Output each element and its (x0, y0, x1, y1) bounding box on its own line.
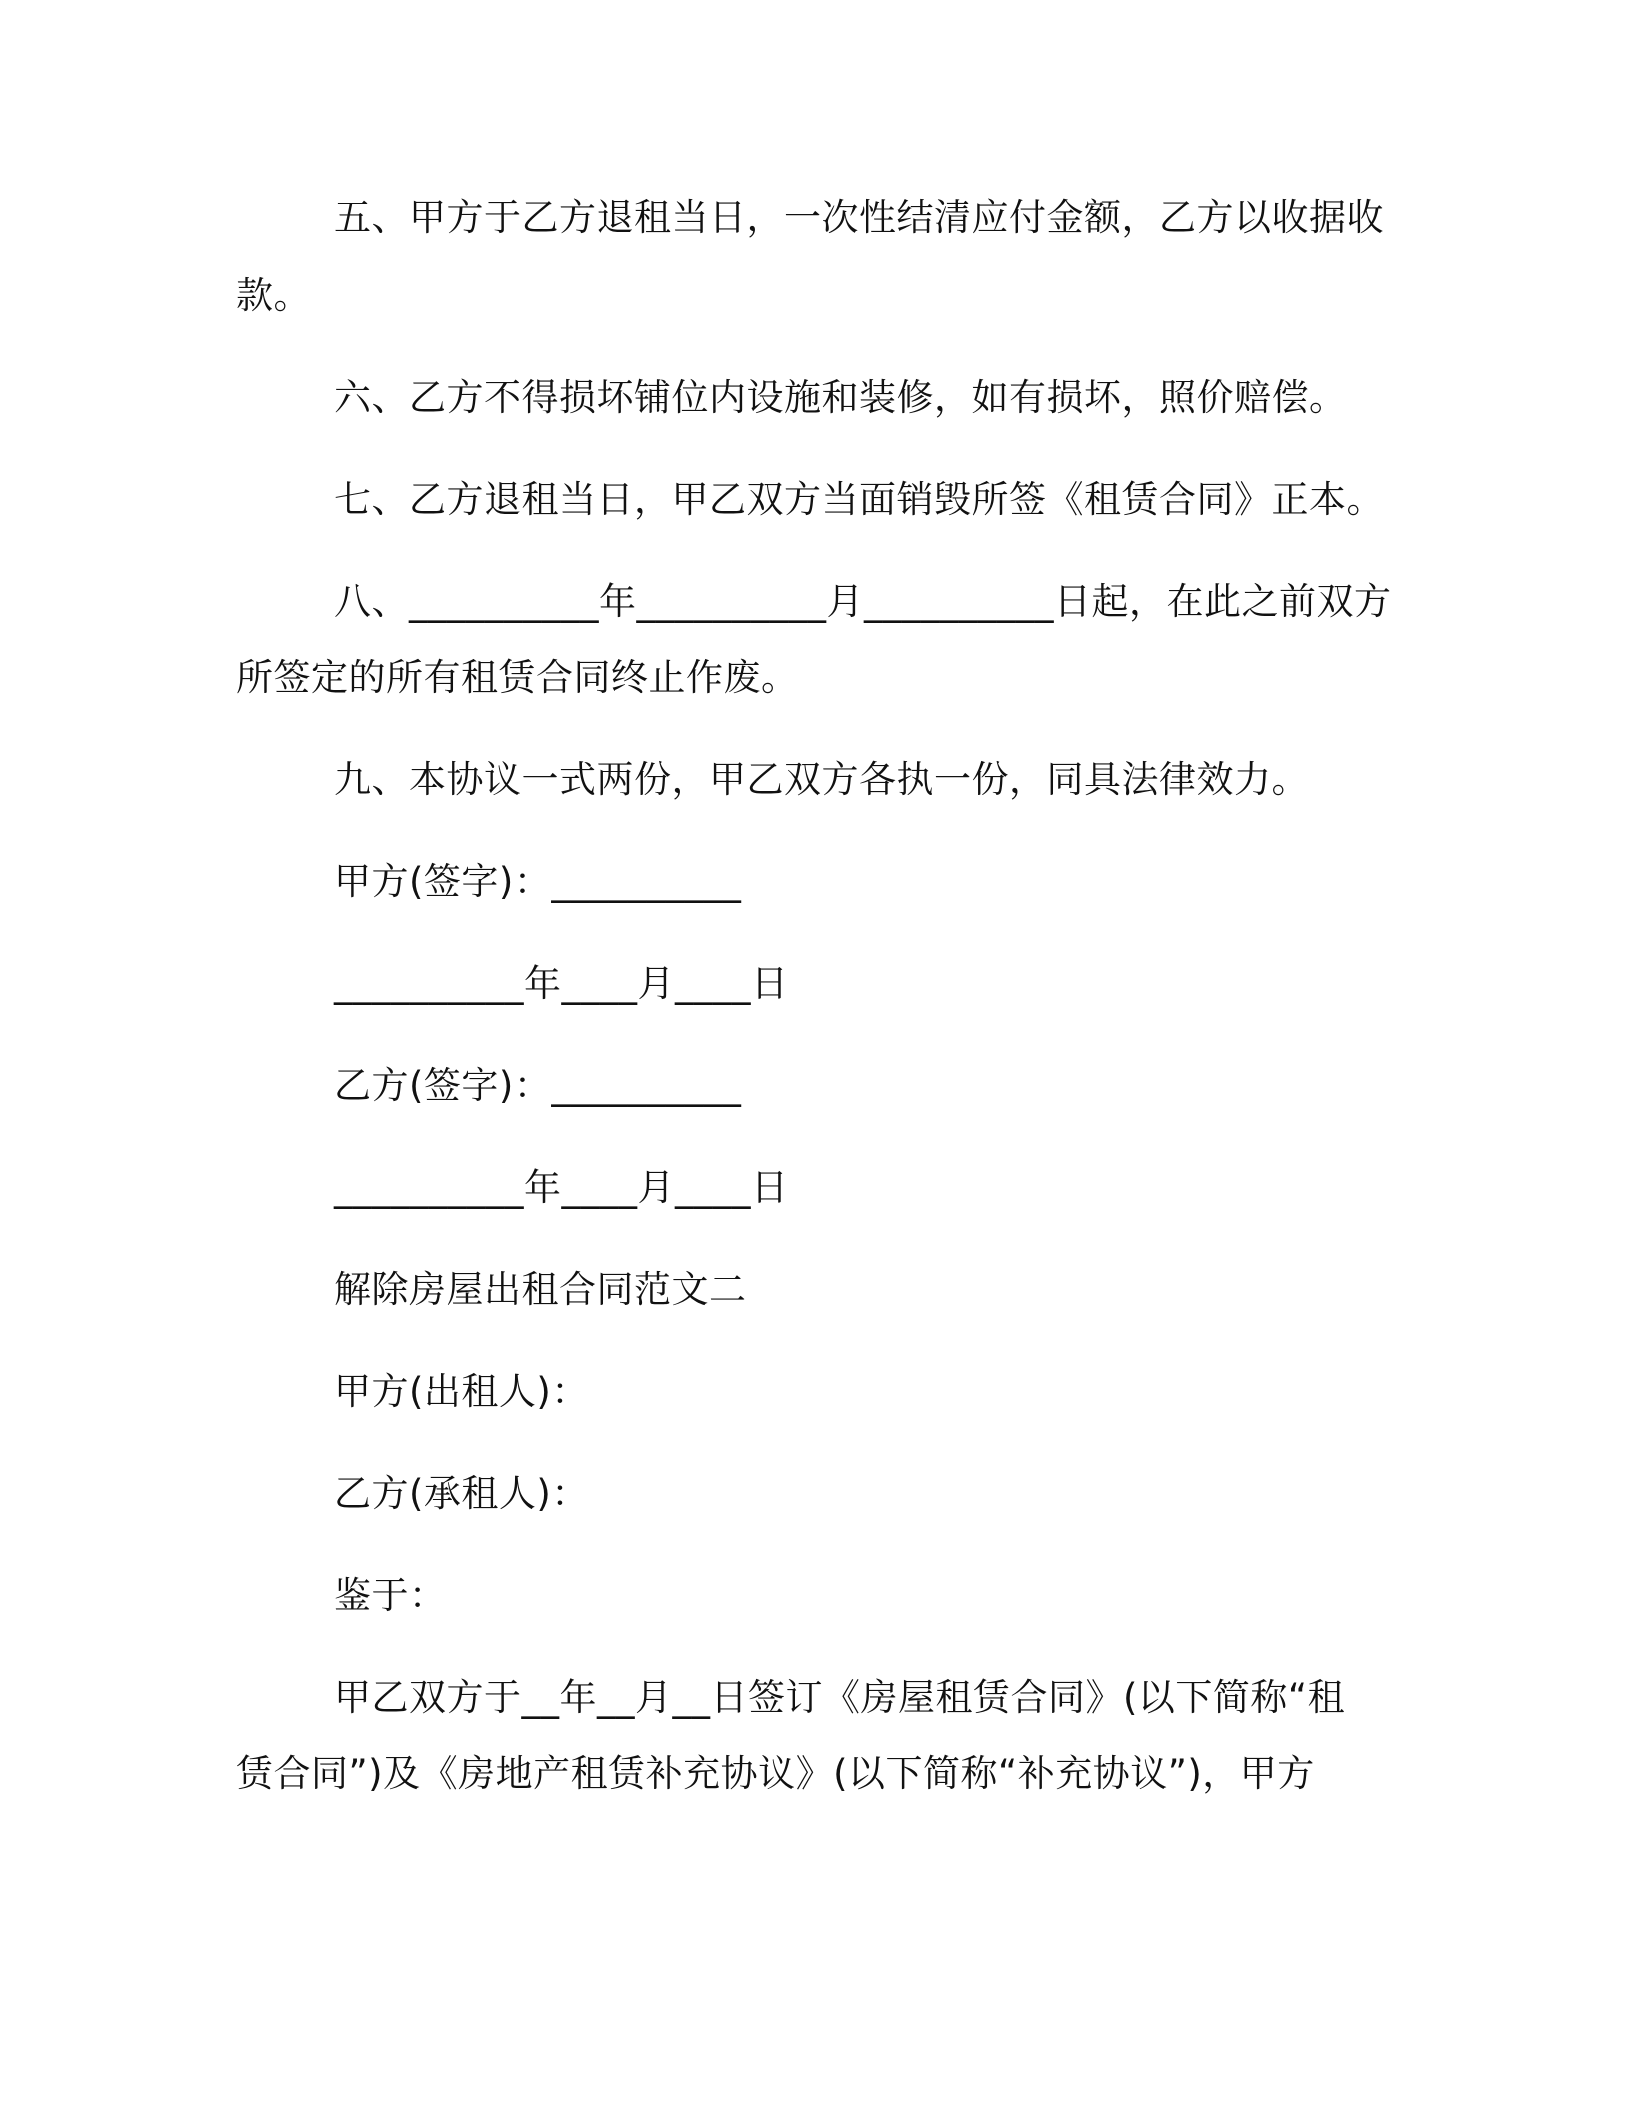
recital-line-2: 赁合同”)及《房地产租赁补充协议》(以下简称“补充协议”)，甲方 (236, 1752, 1315, 1795)
clause-5-line-2: 款。 (236, 274, 311, 317)
section-title: 解除房屋出租合同范文二 (334, 1268, 747, 1311)
party-a-signature: 甲方(签字)：__________ (334, 860, 742, 903)
clause-8-line-1: 八、__________年__________月__________日起，在此之前双方 (334, 580, 1392, 623)
clause-6: 六、乙方不得损坏铺位内设施和装修，如有损坏，照价赔偿。 (334, 376, 1347, 419)
clause-5-line-1: 五、甲方于乙方退租当日，一次性结清应付金额，乙方以收据收 (334, 196, 1384, 239)
lessor-label: 甲方(出租人)： (334, 1370, 589, 1413)
recital-line-1: 甲乙双方于__年__月__日签订《房屋租赁合同》(以下简称“租 (334, 1676, 1346, 1719)
party-b-signature: 乙方(签字)：__________ (334, 1064, 742, 1107)
lessee-label: 乙方(承租人)： (334, 1472, 589, 1515)
clause-8-line-2: 所签定的所有租赁合同终止作废。 (236, 656, 799, 699)
party-a-date: __________年____月____日 (334, 962, 789, 1005)
clause-9: 九、本协议一式两份，甲乙双方各执一份，同具法律效力。 (334, 758, 1309, 801)
clause-7: 七、乙方退租当日，甲乙双方当面销毁所签《租赁合同》正本。 (334, 478, 1384, 521)
party-b-date: __________年____月____日 (334, 1166, 789, 1209)
whereas-label: 鉴于： (334, 1574, 447, 1617)
